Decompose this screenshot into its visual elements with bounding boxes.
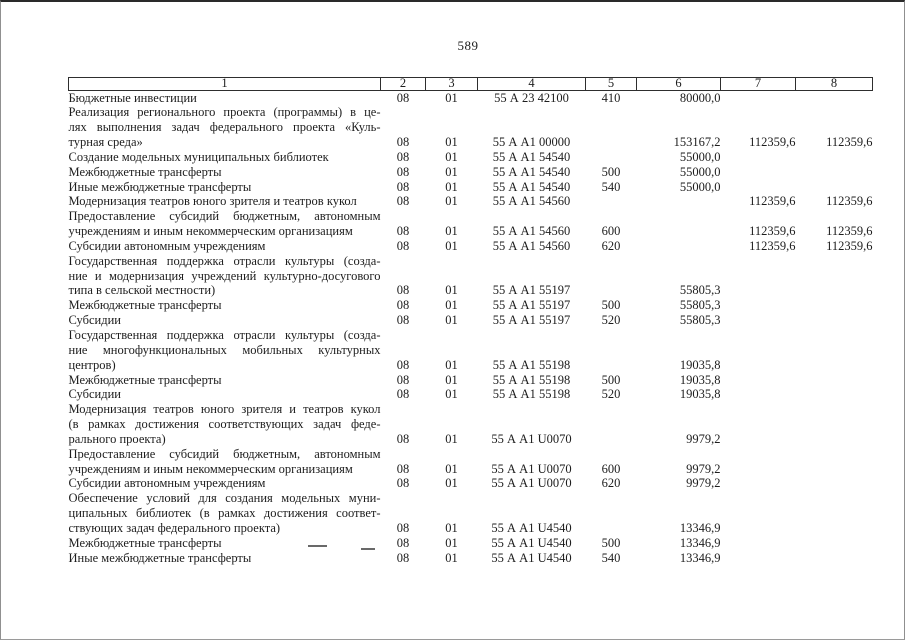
row-expense-type-code: 620 xyxy=(601,238,621,253)
row-target-article-code: 55 А А1 54540 xyxy=(492,179,571,194)
row-amount-plan-year2 xyxy=(796,150,873,165)
row-amount-plan-year1 xyxy=(721,476,796,491)
row-name xyxy=(69,491,381,536)
row-section-code: 08 xyxy=(396,357,410,372)
row-expense-type-code: 620 xyxy=(601,476,621,491)
row-subsection-code: 01 xyxy=(445,194,458,209)
scan-dash-artifact xyxy=(361,548,375,550)
row-section-code: 08 xyxy=(396,224,410,239)
table-row xyxy=(69,180,873,195)
row-name xyxy=(69,209,381,239)
row-section-code: 08 xyxy=(396,550,410,565)
row-subsection-code: 01 xyxy=(445,372,458,387)
table-row xyxy=(69,150,873,165)
row-name-line: Субсидии автономным учреждениям xyxy=(68,476,266,491)
row-expense-type-code xyxy=(586,150,637,165)
row-name-line: Иные межбюджетные трансферты xyxy=(68,179,252,194)
row-name-line: Субсидии xyxy=(68,313,121,328)
row-subsection-code: 01 xyxy=(445,224,458,239)
row-expense-type-code xyxy=(586,328,637,373)
row-amount-plan-year1 xyxy=(721,491,796,536)
row-target-article-code: 55 А А1 54560 xyxy=(492,224,571,239)
table-row xyxy=(69,298,873,313)
row-amount-plan-year2 xyxy=(796,298,873,313)
row-amount-plan-year1 xyxy=(721,387,796,402)
row-target-article-code: 55 А А1 55197 xyxy=(492,313,571,328)
row-subsection-code: 01 xyxy=(445,149,458,164)
row-expense-type-code: 500 xyxy=(601,164,621,179)
row-name-line: Бюджетные инвестиции xyxy=(68,90,197,105)
row-amount-plan-year2 xyxy=(796,90,873,105)
row-name xyxy=(69,387,381,402)
row-amount-plan-year1: 112359,6 xyxy=(749,194,796,209)
row-section-code: 08 xyxy=(396,164,410,179)
table-row xyxy=(69,313,873,328)
row-expense-type-code: 500 xyxy=(601,298,621,313)
row-target-article-code: 55 А А1 U0070 xyxy=(491,476,572,491)
row-amount-plan-year2 xyxy=(796,328,873,373)
row-subsection-code: 01 xyxy=(445,550,458,565)
row-name xyxy=(69,254,381,299)
row-amount-plan-year2 xyxy=(796,165,873,180)
row-amount-plan-year1 xyxy=(721,447,796,477)
row-expense-type-code xyxy=(586,491,637,536)
column-header-6: 6 xyxy=(637,78,721,91)
row-amount-current-year: 13346,9 xyxy=(679,535,721,550)
row-name-line: центров) xyxy=(68,357,116,372)
row-subsection-code: 01 xyxy=(445,387,458,402)
table-row xyxy=(69,536,873,551)
row-subsection-code: 01 xyxy=(445,461,458,476)
row-amount-plan-year2: 112359,6 xyxy=(826,238,873,253)
row-section-code: 08 xyxy=(396,90,410,105)
row-section-code: 08 xyxy=(396,461,410,476)
row-expense-type-code: 520 xyxy=(601,387,621,402)
row-section-code: 08 xyxy=(396,313,410,328)
row-name-line: ципальных библиотек (в рамках достижения соответ- xyxy=(68,506,381,521)
column-header-2: 2 xyxy=(381,78,426,91)
row-amount-plan-year1 xyxy=(721,373,796,388)
table-row xyxy=(69,551,873,566)
row-name-line: ствующих задач федерального проекта) xyxy=(68,520,281,535)
row-amount-plan-year2 xyxy=(796,313,873,328)
row-name xyxy=(69,551,381,566)
row-amount-current-year: 80000,0 xyxy=(679,90,721,105)
row-subsection-code: 01 xyxy=(445,313,458,328)
row-amount-current-year: 55000,0 xyxy=(679,164,721,179)
row-subsection-code: 01 xyxy=(445,283,458,298)
row-target-article-code: 55 А А1 54560 xyxy=(492,238,571,253)
table-row xyxy=(69,402,873,447)
row-amount-plan-year1 xyxy=(721,328,796,373)
row-target-article-code: 55 А А1 55198 xyxy=(492,372,571,387)
row-target-article-code: 55 А А1 55198 xyxy=(492,387,571,402)
row-amount-current-year: 55000,0 xyxy=(679,179,721,194)
table-row xyxy=(69,239,873,254)
table-row xyxy=(69,165,873,180)
row-target-article-code: 55 А А1 U4540 xyxy=(491,550,572,565)
column-header-4: 4 xyxy=(478,78,586,91)
table-row xyxy=(69,105,873,150)
row-name xyxy=(69,105,381,150)
row-name xyxy=(69,402,381,447)
row-name-line: типа в сельской местности) xyxy=(68,283,216,298)
row-name-line: Государственная поддержка отрасли культуры (созда- xyxy=(68,253,381,268)
row-amount-current-year: 13346,9 xyxy=(679,520,721,535)
row-name-line: Предоставление субсидий бюджетным, автономным xyxy=(68,446,381,461)
row-name xyxy=(69,447,381,477)
row-amount-current-year: 55805,3 xyxy=(679,313,721,328)
row-section-code: 08 xyxy=(396,387,410,402)
row-expense-type-code: 540 xyxy=(601,550,621,565)
row-amount-current-year: 9979,2 xyxy=(686,431,721,446)
row-name-line: Обеспечение условий для создания модельных муни- xyxy=(68,491,381,506)
row-name-line: Межбюджетные трансферты xyxy=(68,535,222,550)
row-amount-current-year: 55000,0 xyxy=(679,149,721,164)
row-amount-plan-year2 xyxy=(796,476,873,491)
row-target-article-code: 55 А А1 54540 xyxy=(492,149,571,164)
row-amount-current-year: 13346,9 xyxy=(679,550,721,565)
table-row xyxy=(69,447,873,477)
row-amount-plan-year2: 112359,6 xyxy=(826,135,873,150)
row-name-line: Модернизация театров юного зрителя и театров кукол xyxy=(68,194,357,209)
row-name-line: ние многофункциональных мобильных культурных xyxy=(68,342,381,357)
row-name-line: Иные межбюджетные трансферты xyxy=(68,550,252,565)
row-subsection-code: 01 xyxy=(445,476,458,491)
row-amount-plan-year2: 112359,6 xyxy=(826,224,873,239)
row-subsection-code: 01 xyxy=(445,535,458,550)
row-name-line: Государственная поддержка отрасли культуры (созда- xyxy=(68,328,381,342)
row-expense-type-code: 500 xyxy=(601,372,621,387)
column-header-3: 3 xyxy=(426,78,478,91)
row-name-line: лях выполнения задач федерального проекта «Куль- xyxy=(68,120,381,135)
row-name-line: учреждениям и иным некоммерческим организациям xyxy=(68,224,353,239)
table-row xyxy=(69,209,873,239)
row-name-line: ние и модернизация учреждений культурно-досугового xyxy=(68,268,381,283)
row-amount-current-year xyxy=(637,239,721,254)
row-name xyxy=(69,298,381,313)
row-amount-current-year: 55805,3 xyxy=(679,283,721,298)
row-subsection-code: 01 xyxy=(445,135,458,150)
row-name-line: Реализация регионального проекта (программы) в це- xyxy=(68,105,381,120)
table-header-row xyxy=(69,78,873,91)
row-name xyxy=(69,373,381,388)
row-expense-type-code xyxy=(586,402,637,447)
column-header-8: 8 xyxy=(796,78,873,91)
row-amount-current-year: 19035,8 xyxy=(679,387,721,402)
row-amount-current-year: 19035,8 xyxy=(679,357,721,372)
row-target-article-code: 55 А А1 00000 xyxy=(492,135,571,150)
row-amount-plan-year1 xyxy=(721,298,796,313)
row-section-code: 08 xyxy=(396,179,410,194)
row-amount-plan-year2: 112359,6 xyxy=(826,194,873,209)
row-amount-plan-year1: 112359,6 xyxy=(749,135,796,150)
row-amount-plan-year2 xyxy=(796,373,873,388)
row-expense-type-code: 540 xyxy=(601,179,621,194)
row-target-article-code: 55 А А1 U4540 xyxy=(491,520,572,535)
column-header-1: 1 xyxy=(69,78,381,91)
row-subsection-code: 01 xyxy=(445,357,458,372)
row-name xyxy=(69,328,381,373)
row-target-article-code: 55 А А1 54540 xyxy=(492,164,571,179)
row-subsection-code: 01 xyxy=(445,298,458,313)
row-amount-plan-year2 xyxy=(796,402,873,447)
row-amount-plan-year2 xyxy=(796,536,873,551)
row-amount-plan-year2 xyxy=(796,551,873,566)
row-amount-plan-year1: 112359,6 xyxy=(749,238,796,253)
row-name-line: (в рамках достижения соответствующих задач феде- xyxy=(68,417,381,432)
row-subsection-code: 01 xyxy=(445,238,458,253)
row-section-code: 08 xyxy=(396,535,410,550)
row-amount-plan-year2 xyxy=(796,254,873,299)
row-name xyxy=(69,150,381,165)
row-subsection-code: 01 xyxy=(445,164,458,179)
row-name xyxy=(69,476,381,491)
row-expense-type-code: 520 xyxy=(601,313,621,328)
table-row xyxy=(69,373,873,388)
row-name-line: Субсидии xyxy=(68,387,121,402)
row-amount-plan-year1 xyxy=(721,551,796,566)
column-header-7: 7 xyxy=(721,78,796,91)
row-amount-plan-year1 xyxy=(721,150,796,165)
table-row xyxy=(69,476,873,491)
row-section-code: 08 xyxy=(396,372,410,387)
table-row xyxy=(69,491,873,536)
row-amount-plan-year2 xyxy=(796,180,873,195)
row-target-article-code: 55 А А1 U0070 xyxy=(491,461,572,476)
row-amount-current-year xyxy=(637,194,721,209)
row-name xyxy=(69,239,381,254)
row-target-article-code: 55 А 23 42100 xyxy=(494,90,569,105)
row-target-article-code: 55 А А1 55197 xyxy=(492,298,571,313)
row-amount-plan-year1: 112359,6 xyxy=(749,224,796,239)
column-header-5: 5 xyxy=(586,78,637,91)
row-amount-plan-year1 xyxy=(721,254,796,299)
row-expense-type-code xyxy=(586,105,637,150)
row-section-code: 08 xyxy=(396,298,410,313)
row-name-line: Создание модельных муниципальных библиотек xyxy=(68,149,329,164)
row-expense-type-code: 600 xyxy=(601,461,621,476)
row-name xyxy=(69,180,381,195)
row-target-article-code: 55 А А1 U4540 xyxy=(491,535,572,550)
row-section-code: 08 xyxy=(396,238,410,253)
row-name xyxy=(69,313,381,328)
budget-table xyxy=(68,77,873,566)
row-amount-plan-year1 xyxy=(721,536,796,551)
table-row xyxy=(69,90,873,105)
row-name-line: Межбюджетные трансферты xyxy=(68,372,222,387)
row-name xyxy=(69,165,381,180)
row-amount-current-year: 9979,2 xyxy=(686,476,721,491)
row-name xyxy=(69,194,381,209)
row-amount-plan-year1 xyxy=(721,180,796,195)
row-amount-plan-year2 xyxy=(796,491,873,536)
row-amount-current-year: 19035,8 xyxy=(679,372,721,387)
row-amount-plan-year2 xyxy=(796,447,873,477)
row-expense-type-code: 500 xyxy=(601,535,621,550)
page-number: 589 xyxy=(457,38,479,53)
row-target-article-code: 55 А А1 55198 xyxy=(492,357,571,372)
row-section-code: 08 xyxy=(396,135,410,150)
row-expense-type-code xyxy=(586,194,637,209)
row-name-line: турная среда» xyxy=(68,135,143,150)
table-row xyxy=(69,194,873,209)
row-target-article-code: 55 А А1 U0070 xyxy=(491,431,572,446)
row-amount-plan-year2 xyxy=(796,387,873,402)
table-body xyxy=(69,78,873,566)
row-section-code: 08 xyxy=(396,194,410,209)
row-section-code: 08 xyxy=(396,149,410,164)
row-amount-plan-year1 xyxy=(721,90,796,105)
row-amount-current-year: 153167,2 xyxy=(673,135,721,150)
row-amount-plan-year1 xyxy=(721,313,796,328)
table-row xyxy=(69,387,873,402)
row-amount-current-year xyxy=(637,209,721,239)
row-amount-current-year: 55805,3 xyxy=(679,298,721,313)
row-name-line: рального проекта) xyxy=(68,431,166,446)
row-name-line: Предоставление субсидий бюджетным, автономным xyxy=(68,209,381,224)
row-name-line: Межбюджетные трансферты xyxy=(68,164,222,179)
row-target-article-code: 55 А А1 55197 xyxy=(492,283,571,298)
row-name xyxy=(69,90,381,105)
row-section-code: 08 xyxy=(396,520,410,535)
row-section-code: 08 xyxy=(396,283,410,298)
row-section-code: 08 xyxy=(396,431,410,446)
row-amount-plan-year1 xyxy=(721,165,796,180)
row-subsection-code: 01 xyxy=(445,431,458,446)
table-row xyxy=(69,254,873,299)
row-amount-plan-year1 xyxy=(721,402,796,447)
row-name xyxy=(69,536,381,551)
row-expense-type-code: 600 xyxy=(601,224,621,239)
row-subsection-code: 01 xyxy=(445,520,458,535)
row-name-line: Межбюджетные трансферты xyxy=(68,298,222,313)
row-name-line: Субсидии автономным учреждениям xyxy=(68,238,266,253)
row-expense-type-code: 410 xyxy=(601,90,621,105)
row-name-line: учреждениям и иным некоммерческим организациям xyxy=(68,461,353,476)
row-expense-type-code xyxy=(586,254,637,299)
table-row xyxy=(69,328,873,373)
row-section-code: 08 xyxy=(396,476,410,491)
scan-dash-artifact xyxy=(308,545,327,547)
row-subsection-code: 01 xyxy=(445,90,458,105)
row-subsection-code: 01 xyxy=(445,179,458,194)
row-target-article-code: 55 А А1 54560 xyxy=(492,194,571,209)
row-amount-current-year: 9979,2 xyxy=(686,461,721,476)
row-name-line: Модернизация театров юного зрителя и театров кукол xyxy=(68,402,381,417)
